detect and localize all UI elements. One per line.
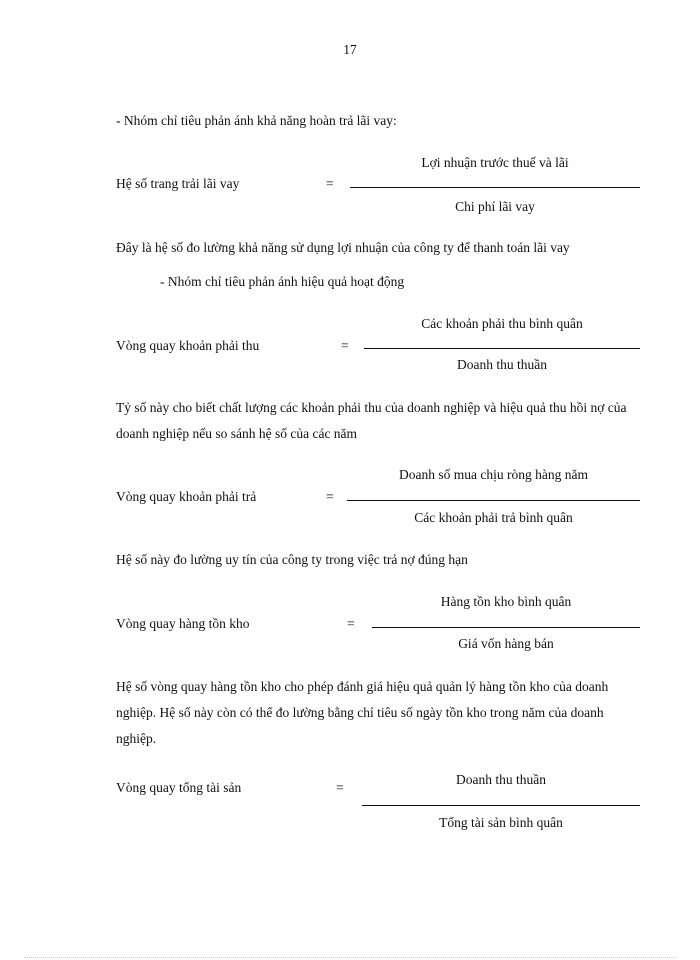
- equals-sign: =: [336, 780, 344, 795]
- formula-denominator: Tổng tài sản bình quân: [439, 815, 563, 830]
- formula-numerator: Doanh số mua chịu ròng hàng năm: [399, 467, 588, 482]
- page-bottom-divider: [24, 957, 676, 958]
- paragraph-receivables-note: Tỷ số này cho biết chất lượng các khoản phải thu của doanh nghiệp và hiệu quả thu hồi nợ của doanh nghiệp nếu so sánh hệ số của các năm: [116, 400, 627, 441]
- formula-numerator: Hàng tồn kho bình quân: [440, 594, 572, 609]
- fraction-line: [364, 348, 640, 349]
- formula-label: Vòng quay hàng tồn kho: [116, 616, 250, 631]
- paragraph-payables-note: Hệ số này đo lường uy tín của công ty trong việc trả nợ đúng hạn: [116, 552, 468, 567]
- page-number: 17: [343, 42, 357, 57]
- formula-numerator: Lợi nhuận trước thuế và lãi: [421, 155, 569, 170]
- equals-sign: =: [326, 176, 334, 191]
- fraction-line: [362, 805, 640, 806]
- formula-numerator: Doanh thu thuần: [456, 772, 546, 787]
- formula-denominator: Các khoản phải trả bình quân: [414, 510, 573, 525]
- paragraph-interest-note: Đây là hệ số đo lường khả năng sử dụng lợi nhuận của công ty để thanh toán lãi vay: [116, 240, 570, 255]
- fraction-line: [350, 187, 640, 188]
- formula-denominator: Giá vốn hàng bán: [458, 636, 554, 651]
- fraction-line: [372, 627, 640, 628]
- section-heading-efficiency: - Nhóm chỉ tiêu phản ánh hiệu quả hoạt động: [160, 274, 405, 289]
- formula-label: Vòng quay khoản phải thu: [116, 338, 260, 353]
- equals-sign: =: [326, 489, 334, 504]
- equals-sign: =: [341, 338, 349, 353]
- formula-denominator: Doanh thu thuần: [457, 357, 547, 372]
- formula-numerator: Các khoản phải thu bình quân: [421, 316, 583, 331]
- formula-denominator: Chi phí lãi vay: [455, 199, 535, 214]
- formula-label: Vòng quay khoản phải trả: [116, 489, 257, 504]
- paragraph-inventory-note: Hệ số vòng quay hàng tồn kho cho phép đánh giá hiệu quả quản lý hàng tồn kho của doanh nghiệp. Hệ số này còn có thể đo lường bằng chỉ tiêu số ngày tồn kho trong năm của doanh nghiệp.: [116, 679, 609, 746]
- fraction-line: [347, 500, 640, 501]
- formula-label: Vòng quay tổng tài sản: [116, 780, 242, 795]
- section-heading-interest: - Nhóm chỉ tiêu phản ánh khả năng hoàn trả lãi vay:: [116, 113, 397, 128]
- equals-sign: =: [347, 616, 355, 631]
- formula-label: Hệ số trang trải lãi vay: [116, 176, 240, 191]
